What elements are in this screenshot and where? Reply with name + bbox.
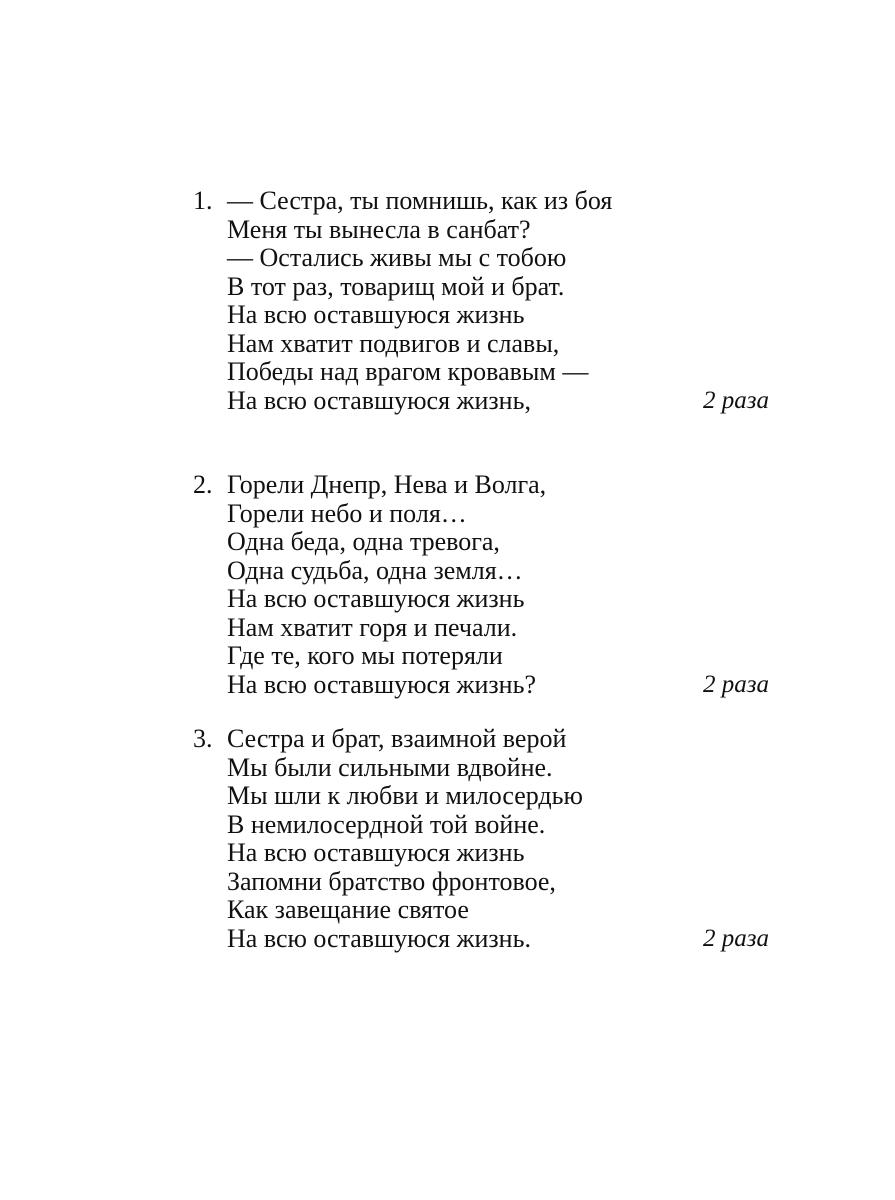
stanza-line xyxy=(193,301,793,330)
line-text: Нам хватит горя и печали. xyxy=(227,612,518,642)
stanza-line xyxy=(193,839,793,868)
line-text: Запомни братство фронтовое, xyxy=(227,866,556,896)
line-text: В тот раз, товарищ мой и брат. xyxy=(227,271,565,301)
line-text: В немилосердной той войне. xyxy=(227,809,546,839)
line-text: Мы были сильными вдвойне. xyxy=(227,752,553,782)
stanza-2 xyxy=(193,471,793,699)
line-text: Одна беда, одна тревога, xyxy=(227,527,500,556)
line-text: На всю оставшуюся жизнь? xyxy=(227,669,536,699)
stanza-line xyxy=(193,216,793,245)
stanza-line xyxy=(193,244,793,273)
line-text: Горели Днепр, Нева и Волга, xyxy=(227,470,547,499)
stanza-line xyxy=(193,557,793,586)
line-text: Как завещание святое xyxy=(227,895,469,924)
line-text: Сестра и брат, взаимной верой xyxy=(227,724,567,753)
stanza-line xyxy=(193,273,793,302)
line-text: На всю оставшуюся жизнь xyxy=(227,300,525,329)
line-text: Горели небо и поля… xyxy=(227,498,467,528)
line-text: На всю оставшуюся жизнь. xyxy=(227,923,531,953)
stanza-line xyxy=(193,868,793,897)
stanza-number: 2. xyxy=(193,470,213,499)
line-text: — Остались живы мы с тобою xyxy=(227,243,567,272)
stanza-3 xyxy=(193,725,793,953)
stanza-line xyxy=(193,925,793,954)
stanza-1 xyxy=(193,187,793,415)
stanza-line xyxy=(193,471,793,500)
repeat-note: 2 раза xyxy=(703,670,770,698)
stanza-line xyxy=(193,754,793,783)
line-text: На всю оставшуюся жизнь xyxy=(227,838,525,867)
repeat-note: 2 раза xyxy=(703,386,770,414)
stanza-line xyxy=(193,725,793,754)
stanza-line xyxy=(193,671,793,700)
line-text: — Сестра, ты помнишь, как из боя xyxy=(227,186,613,215)
stanza-line xyxy=(193,811,793,840)
line-text: На всю оставшуюся жизнь, xyxy=(227,385,531,415)
line-text: Меня ты вынесла в санбат? xyxy=(227,214,531,244)
stanza-line xyxy=(193,528,793,557)
stanza-line xyxy=(193,782,793,811)
stanza-line xyxy=(193,614,793,643)
line-text: Одна судьба, одна земля… xyxy=(227,555,523,585)
stanza-line xyxy=(193,330,793,359)
stanza-line xyxy=(193,500,793,529)
repeat-note: 2 раза xyxy=(703,924,770,952)
line-text: На всю оставшуюся жизнь xyxy=(227,584,525,613)
line-text: Где те, кого мы потеряли xyxy=(227,641,503,670)
line-text: Мы шли к любви и милосердью xyxy=(227,781,583,810)
stanza-line xyxy=(193,358,793,387)
stanza-line xyxy=(193,585,793,614)
stanza-line xyxy=(193,642,793,671)
stanza-line xyxy=(193,187,793,216)
stanza-number: 3. xyxy=(193,724,213,753)
line-text: Победы над врагом кровавым — xyxy=(227,357,589,386)
line-text: Нам хватит подвигов и славы, xyxy=(227,328,560,358)
stanza-line xyxy=(193,896,793,925)
stanza-line xyxy=(193,387,793,416)
stanza-number: 1. xyxy=(193,186,213,215)
